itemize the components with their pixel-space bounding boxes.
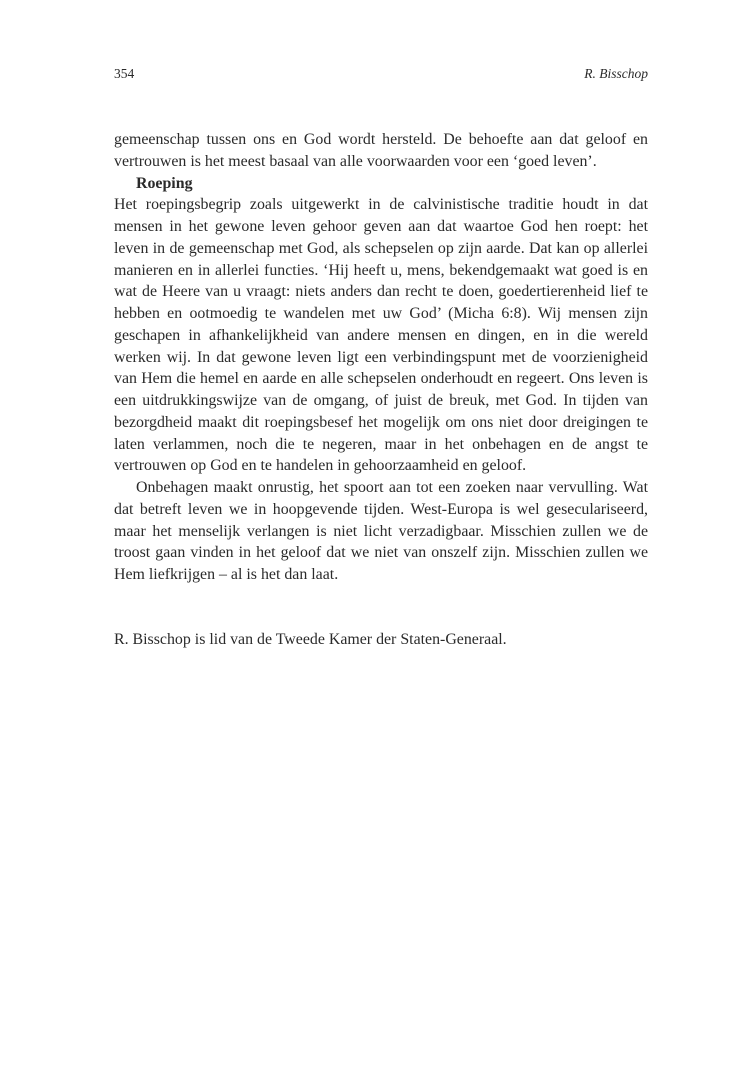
paragraph-roeping: Het roepingsbegrip zoals uitgewerkt in de calvinistische traditie houdt in dat mensen in het gewone leven gehoor geven aan dat waartoe God hen roept: het leven in de gemeenschap met God, als schepselen op zijn aarde. Dat kan op allerlei manieren en in allerlei functies. ‘Hij heeft u, mens, bekendgemaakt wat goed is en wat de Heere van u vraagt: niets anders dan recht te doen, goedertierenheid lief te hebben en ootmoedig te wandelen met uw God’ (Micha 6:8). Wij mensen zijn geschapen in afhankelijkheid van andere mensen en dingen, en in die wereld werken wij. In dat gewone leven ligt een verbindingspunt met de voorzienigheid van Hem die hemel en aarde en alle schepselen onderhoudt en regeert. Ons leven is een uitdrukkingswijze van de omgang, of juist de breuk, met God. In tijden van bezorgdheid maakt dit roepingsbesef het mogelijk om ons niet door dreigingen te laten verlammen, noch die te negeren, maar in het onbehagen en de angst te vertrouwen op God en te handelen in gehoorzaamheid en geloof. — [114, 196, 648, 475]
body-text — [114, 129, 648, 651]
paragraph-onbehagen: Onbehagen maakt onrustig, het spoort aan tot een zoeken naar vervulling. Wat dat betreft leven we in hoopgevende tijden. West-Europa is wel geseculariseerd, maar het menselijk verlangen is niet licht verzadigbaar. Misschien zullen we de troost gaan vinden in het geloof dat we niet van onszelf zijn. Misschien zullen we Hem liefkrijgen – al is het dan laat. — [114, 479, 648, 583]
running-head — [114, 64, 648, 84]
page-number: 354 — [114, 66, 135, 81]
section-heading: Roeping — [136, 174, 193, 192]
paragraph-continuation: gemeenschap tussen ons en God wordt hersteld. De behoefte aan dat geloof en vertrouwen is het meest basaal van alle voorwaarden voor een ‘goed leven’. — [114, 131, 648, 170]
running-head-author: R. Bisschop — [584, 66, 648, 81]
author-bio: R. Bisschop is lid van de Tweede Kamer der Staten-Generaal. — [114, 631, 507, 649]
